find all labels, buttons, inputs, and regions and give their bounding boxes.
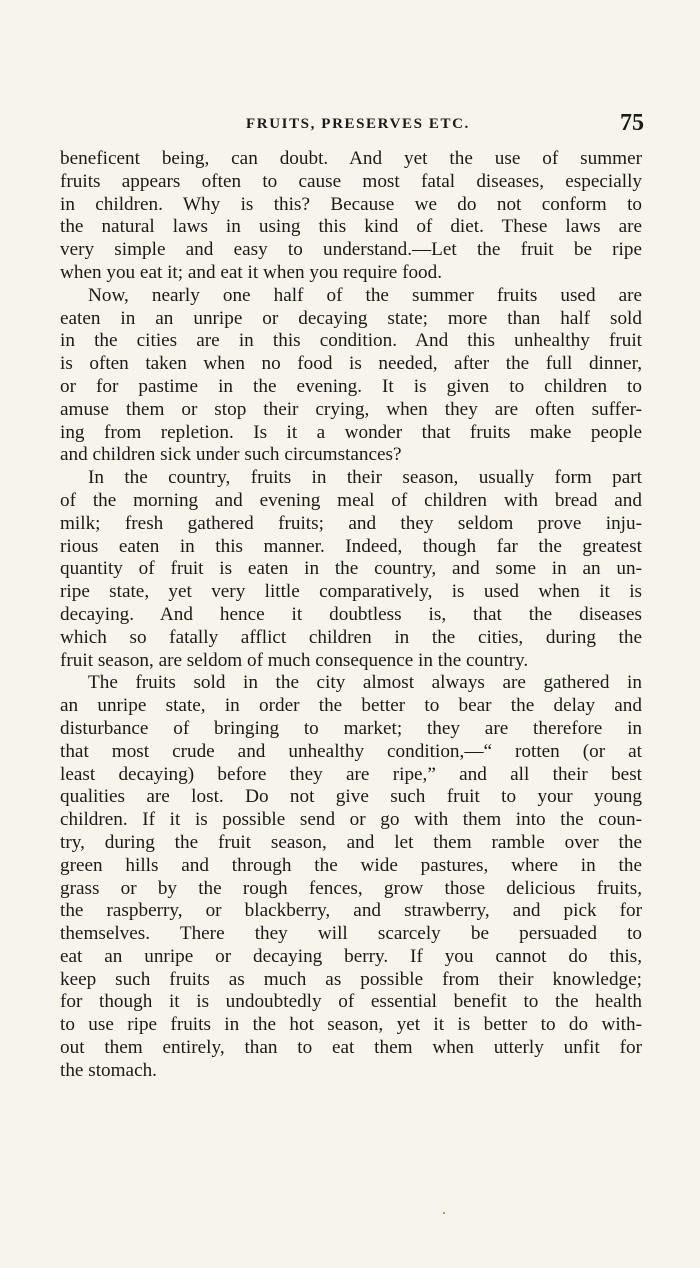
- text-line: eat an unripe or decaying berry. If you cannot do this,: [60, 945, 642, 967]
- text-line: eaten in an unripe or decaying state; more than half sold: [60, 307, 642, 329]
- text-line: fruits appears often to cause most fatal diseases, especially: [60, 170, 642, 192]
- text-line: quantity of fruit is eaten in the country, and some in an un-: [60, 558, 642, 580]
- text-line: in children. Why is this? Because we do not conform to: [60, 193, 642, 215]
- text-line: children. If it is possible send or go with them into the coun-: [60, 809, 642, 831]
- paragraph: [60, 285, 642, 467]
- body-text: [60, 148, 642, 1083]
- paper-speck: [443, 1212, 445, 1214]
- text-line: In the country, fruits in their season, usually form part: [88, 467, 642, 489]
- text-line: an unripe state, in order the better to bear the delay and: [60, 695, 642, 717]
- text-line: ripe state, yet very little comparatively, is used when it is: [60, 581, 642, 603]
- text-line: out them entirely, than to eat them when utterly unfit for: [60, 1037, 642, 1059]
- text-line: that most crude and unhealthy condition,—“ rotten (or at: [60, 740, 642, 762]
- text-line: or for pastime in the evening. It is given to children to: [60, 375, 642, 397]
- text-line: amuse them or stop their crying, when they are often suffer-: [60, 398, 642, 420]
- text-line: grass or by the rough fences, grow those delicious fruits,: [60, 877, 642, 899]
- text-line: try, during the fruit season, and let them ramble over the: [60, 831, 642, 853]
- text-line: very simple and easy to understand.—Let the fruit be ripe: [60, 239, 642, 261]
- text-line: decaying. And hence it doubtless is, that the diseases: [60, 603, 642, 625]
- text-line: qualities are lost. Do not give such fruit to your young: [60, 786, 642, 808]
- text-line: is often taken when no food is needed, after the full dinner,: [60, 353, 642, 375]
- text-line: beneficent being, can doubt. And yet the use of summer: [60, 148, 642, 169]
- paragraph: [60, 672, 642, 1082]
- paragraph: [60, 467, 642, 672]
- text-line: fruit season, are seldom of much consequence in the country.: [60, 649, 529, 671]
- text-line: themselves. There they will scarcely be persuaded to: [60, 923, 642, 945]
- text-line: disturbance of bringing to market; they are therefore in: [60, 717, 642, 739]
- text-line: rious eaten in this manner. Indeed, though far the greatest: [60, 535, 642, 557]
- text-line: Now, nearly one half of the summer fruits used are: [88, 284, 642, 306]
- text-line: when you eat it; and eat it when you require food.: [60, 261, 443, 283]
- text-line: ing from repletion. Is it a wonder that fruits make people: [60, 421, 642, 443]
- text-line: which so fatally afflict children in the cities, during the: [60, 626, 642, 648]
- text-line: to use ripe fruits in the hot season, yet it is better to do with-: [60, 1014, 642, 1036]
- text-line: the raspberry, or blackberry, and strawberry, and pick for: [60, 900, 642, 922]
- text-line: milk; fresh gathered fruits; and they seldom prove inju-: [60, 512, 642, 534]
- text-line: least decaying) before they are ripe,” and all their best: [60, 763, 642, 785]
- paragraph: [60, 148, 642, 285]
- text-line: and children sick under such circumstances?: [60, 444, 402, 466]
- page-header: [0, 110, 700, 150]
- text-line: keep such fruits as much as possible from their knowledge;: [60, 968, 642, 990]
- text-line: of the morning and evening meal of children with bread and: [60, 489, 642, 511]
- text-line: for though it is undoubtedly of essential benefit to the health: [60, 991, 642, 1013]
- text-line: The fruits sold in the city almost always are gathered in: [88, 672, 642, 694]
- text-line: the stomach.: [60, 1059, 157, 1081]
- text-line: green hills and through the wide pastures, where in the: [60, 854, 642, 876]
- running-head: FRUITS, PRESERVES ETC.: [246, 116, 470, 132]
- page-number: 75: [620, 110, 644, 136]
- text-line: the natural laws in using this kind of diet. These laws are: [60, 216, 642, 238]
- text-line: in the cities are in this condition. And this unhealthy fruit: [60, 330, 642, 352]
